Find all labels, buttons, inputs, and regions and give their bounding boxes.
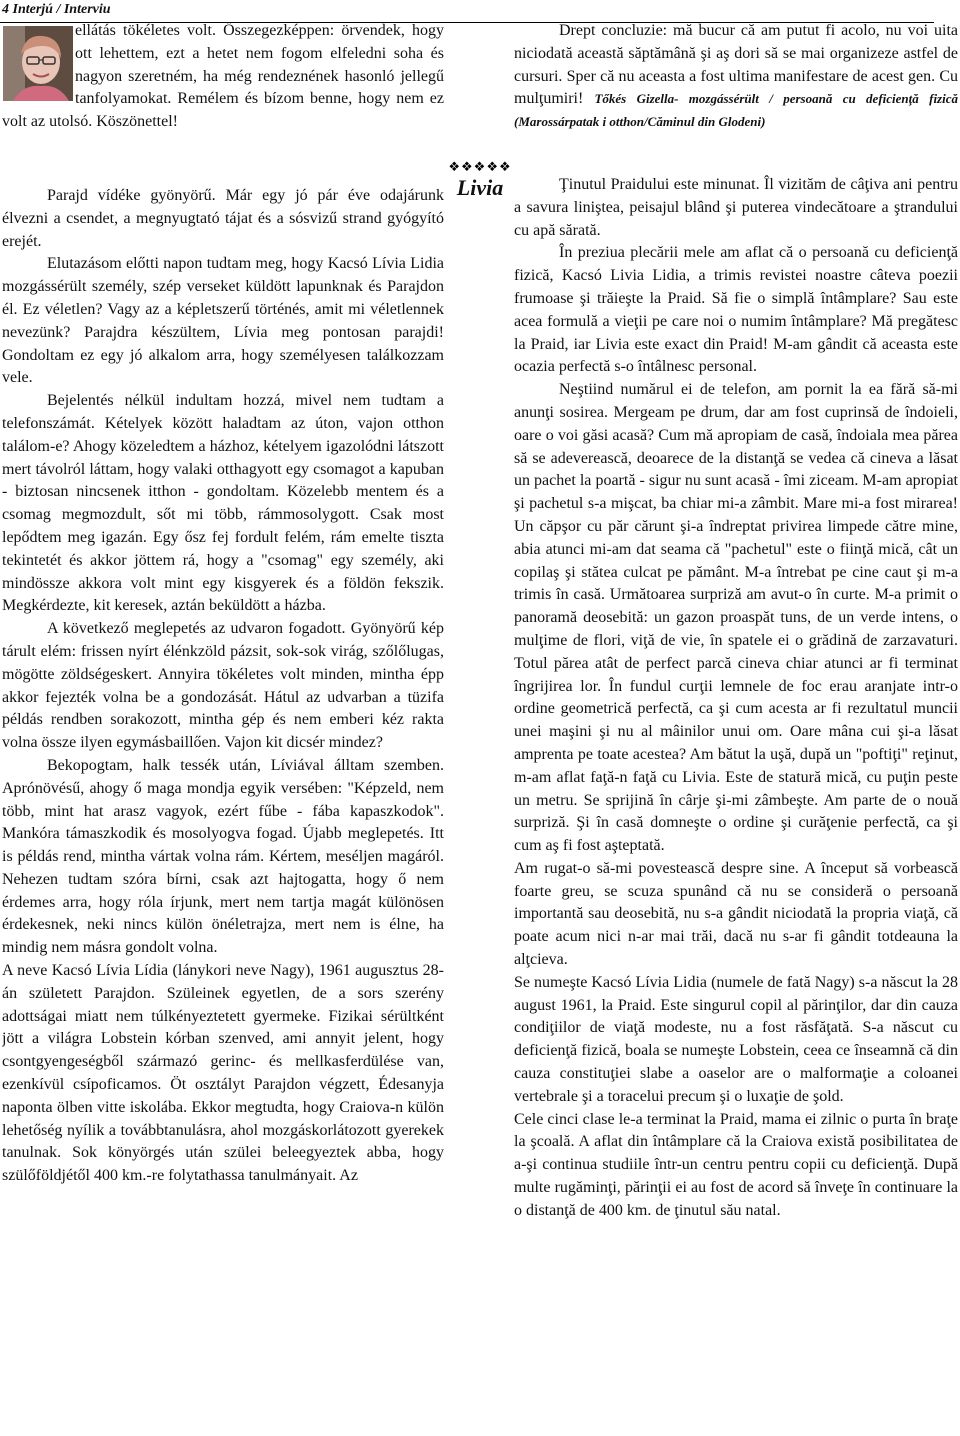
body-paragraph: Cele cinci clase le-a terminat la Praid, mama ei zilnic o purta în braţe la şcoală. A aflat din întâmplare că la Craiova există posibilitatea de a-şi continua studiile într-un centru pentru copii cu deficienţă. După multe rugăminţi, părinţii ei au fost de acord să înveţe în continuare la o distanţă de 400 km. de ţinutul său natal. (514, 1110, 958, 1219)
body-paragraph: În preziua plecării mele am aflat că o persoană cu deficienţă fizică, Kacsó Livia Lidia, a trimis revistei noastre câteva poezii frumoase şi trăieşte la Praid. Să fie o simplă întâmplare? Sau este acea formulă a vieţii pe care noi o numim întâmplare? Mă pregătesc la Praid, iar Livia este exact din Praid! M-am gândit că aceasta este ocazia perfectă s-o întâlnesc personal. (514, 244, 958, 376)
intro-paragraph: ellátás tökéletes volt. Összegezképpen: örvendek, hogy ott lehettem, ezt a hetet nem fogom elfeledni soha és nagyon szeretném, ha még rendeznének hasonló jellegű tanfolyamokat. Remélem és bízom benne, hogy nem ez volt az utolsó. Köszönettel! (2, 22, 444, 131)
signature: Tőkés Gizella- mozgássérült / persoană cu deficienţă fizică (Marossárpatak i otthon/Căminul din Glodeni) (514, 91, 958, 130)
body-paragraph: Elutazásom előtti napon tudtam meg, hogy Kacsó Lívia Lidia mozgássérült személy, szép verseket küldött lapunknak és Parajdon él. Ez véletlen? Vagy az a képletszerű történés, amit mi véletlennek nevezünk? Parajdra készültem, Lívia meg pontosan parajdi! Gondoltam ez egy jó alkalom arra, hogy személyesen találkozzam vele. (2, 255, 444, 387)
article-title: Livia (456, 175, 504, 200)
body-paragraph: A következő meglepetés az udvaron fogadott. Gyönyörű kép tárult elém: frissen nyírt élénkzöld pázsit, sok-sok virág, szőlőlugas, mögötte zöldségeskert. Annyira tökéletes volt minden, mintha épp akkor fejezték volna be a gondozását. Hátul az udvarban a tüzifa példás rendben sorakozott, mintha gép és nem emberi kéz rakta volna össze ilyen egymásbaillően. Vajon kit dicsér mindez? (2, 620, 444, 752)
body-paragraph: Ţinutul Praidului este minunat. Îl vizităm de câţiva ani pentru a savura liniştea, peisajul blând şi puterea vindecătoare a ştrandului cu apă sărată. (514, 175, 958, 239)
body-paragraph: Neştiind numărul ei de telefon, am pornit la ea fără să-mi anunţi sosirea. Mergeam pe drum, dar am fost cuprinsă de îndoieli, oare o voi găsi acasă? Cum mă apropiam de casă, îndoiala mea părea să se adeverească, deoarece de la distanţă se vedea că cineva a lăsat un pachet la poartă - sigur nu sunt acasă - îmi ziceam. M-am apropiat şi pachetul s-a mişcat, ba chiar mi-a zâmbit. Mare mi-a fost mirarea! Un căpşor cu păr cărunt şi-a îndreptat privirea limpede către mine, abia atunci mi-am dat seama că "pachetul" este o fiinţă mică, cât un copilaş şi stătea culcat pe pământ. M-a întrebat pe cine caut şi m-a trimis în casă. Următoarea surpriză am avut-o în curte. M-a primit o panoramă deosebită: un gazon proaspăt tuns, de un verde intens, o mulţime de flori, viţă de vie, în spatele ei o grădină de zarzavaturi. Totul părea atât de perfect parcă cineva chiar atunci ar fi terminat îngrijirea lor. În fundul curţii lemnele de foc erau aranjate intr-o ordine geometrică perfectă, ca şi cum acesta ar fi rezultatul muncii unei maşini şi nu al mâinilor unui om. Oare mâna cui şi-a lăsat amprenta pe toate acestea? Am bătut la uşă, după un "poftiţi" reţinut, m-am aflat faţă-n faţă cu Livia. Este de statură mică, cu puţin peste un metru. Se sprijină în cârje şi-mi zâmbeşte. Am parte de o nouă surpriză. Şi în casă domneşte o ordine şi curăţenie perfectă, ca şi cum aş fi fost aşteptată. (514, 381, 958, 855)
body-paragraph: Parajd vídéke gyönyörű. Már egy jó pár éve odajárunk élvezni a csendet, a megnyugtató tájat és a sósvizű strand gyógyító erejét. (2, 186, 444, 250)
header-title: 4 Interjú / Interviu (2, 2, 111, 17)
photo-spacer (2, 20, 75, 95)
body-paragraph: A neve Kacsó Lívia Lídia (lánykori neve Nagy), 1961 augusztus 28-án született Parajdon. Szüleinek egyetlen, de a sors szerény adottságai miatt nem túlkényeztetett gyermeke. Fizikai sérültként jött a világra Lobstein kórban szenved, ami annyit jelent, hogy csontgyengeségből származó gerinc- és mellkasferdülése van, ezenkívül csípoficamos. Öt osztályt Parajdon végzett, Édesanyja naponta ölben vitte iskolába. Ekkor megtudta, hogy Craiova-n külön lehetőség nyílik a továbbtanulásra, ahol mozgáskorlátozott gyerekek tanulnak. Sok könyörgés után szülei beleegyeztek abba, hogy szülőföldjétől 400 km.-re folytathassa tanulmányait. Az (2, 962, 444, 1185)
body-paragraph: Bekopogtam, halk tessék után, Líviával álltam szemben. Aprónövésű, ahogy ő maga mondja egyik versében: "Képzeld, nem több, mint hat arasz vagyok, ezért fűbe - fába kapaszkodok". Mankóra támaszkodik és mosolyogva fogad. Újabb meglepetés. Itt is példás rend, mintha vártak volna rám. Kértem, meséljen magáról. Nehezen tudtam szóra bírni, csak azt hajtogatta, hogy ő nem érdemes arra, hogy róla írjunk, mert nem tartja magát különösen érdekesnek, neki nincs külön önéletrajza, mert nem is élne, ha mindig nem másra gondolt volna. (2, 756, 444, 957)
romanian-column (514, 20, 958, 1432)
hungarian-column (2, 20, 444, 1432)
body-paragraph: Am rugat-o să-mi povestească despre sine. A început să vorbească foarte greu, se scuza spunând că nu se consideră o persoană importantă sau deosebită, nu s-a gândit niciodată la propria viaţă, că poate acum nici n-ar mai trăi, dacă nu s-ar fi gândit totdeauna la alţcieva. (514, 859, 958, 969)
body-paragraph: Bejelentés nélkül indultam hozzá, mivel nem tudtam a telefonszámát. Kételyek között haladtam az úton, vajon otthon találom-e? Ahogy közeledtem a házhoz, kételyem igazolódni látszott mert távolról láttam, hogy valaki otthagyott egy csomagot a kapuban - biztosan nincsenek itthon - gondoltam. Közelebb mentem és a csomag megmozdult, sőt mi több, rámmosolygott. Csak most lepődtem meg igazán. Egy ősz fej fordult felém, rám emelte tiszta tekintetét és akkor jöttem rá, hogy a "csomag" egy személy, aki mindössze akkora volt mint egy kisgyerek és a földön fekszik. Megkérdezte, kit keresek, aztán beküldött a házba. (2, 392, 444, 615)
body-paragraph: Se numeşte Kacsó Lívia Lidia (numele de fată Nagy) s-a născut la 28 august 1961, la Praid. Este singurul copil al părinţilor, dar din cauza condiţiilor de viaţă modeste, nu a fost răsfăţată. S-a născut cu deficienţă fizică, boala se numeşte Lobstein, ceea ce înseamnă că din cauza constituţiei slabe a oaselor are o malformaţie a coloanei vertebrale şi a toracelui precum şi o luxaţie de şold. (514, 973, 958, 1105)
column-divider (2, 134, 444, 185)
column-divider (514, 134, 958, 174)
intro-paragraph: Drept concluzie: mă bucur că am putut fi acolo, nu voi uita niciodată această săptămână şi aş dori să se mai organizeze astfel de cursuri. Sper că nu aceasta a fost ultima manifestare de acest gen. Cu mulţumiri! Tőkés Gizella- mozgássérült / persoană cu deficienţă fizică (Marossárpatak i otthon/Căminul din Glodeni) (514, 22, 958, 130)
ornament: ❖❖❖❖❖ (448, 159, 512, 174)
